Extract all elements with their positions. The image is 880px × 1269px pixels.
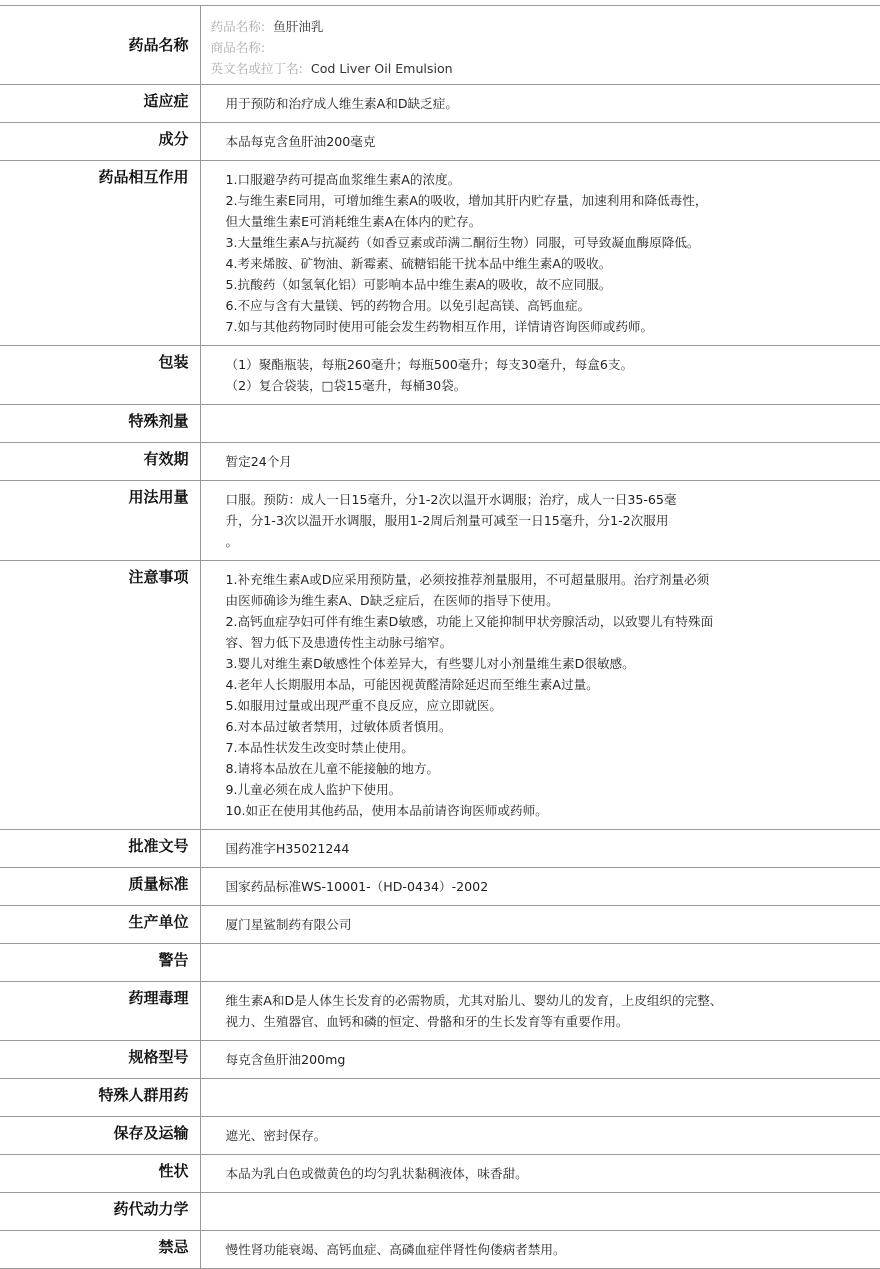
row-value bbox=[200, 830, 880, 868]
value-line: 厦门星鲨制药有限公司 bbox=[225, 917, 352, 932]
value-line: 国药准字H35021244 bbox=[225, 841, 350, 856]
english-name-line bbox=[211, 58, 871, 79]
row-value bbox=[200, 161, 880, 346]
value-line: 6.不应与含有大量镁、钙的药物合用。以免引起高镁、高钙血症。 bbox=[225, 298, 591, 313]
row-value bbox=[200, 982, 880, 1041]
row-usage bbox=[0, 481, 880, 561]
trade-name-label: 商品名称: bbox=[210, 40, 266, 55]
row-specification bbox=[0, 1041, 880, 1079]
value-line: 7.本品性状发生改变时禁止使用。 bbox=[225, 740, 414, 755]
row-label: 成分 bbox=[0, 123, 200, 161]
value-line: 慢性肾功能衰竭、高钙血症、高磷血症伴肾性佝偻病者禁用。 bbox=[225, 1242, 566, 1257]
value-line: 2.与维生素E同用，可增加维生素A的吸收，增加其肝内贮存量，加速利用和降低毒性， bbox=[225, 193, 708, 208]
generic-name-line bbox=[211, 16, 871, 37]
value-line: （1）聚酯瓶装，每瓶260毫升；每瓶500毫升；每支30毫升，每盒6支。 bbox=[225, 357, 634, 372]
row-label: 药品相互作用 bbox=[0, 161, 200, 346]
value-line: 国家药品标准WS-10001-（HD-0434）-2002 bbox=[225, 879, 489, 894]
value-line: 口服。预防：成人一日15毫升，分1-2次以温开水调服；治疗，成人一日35-65毫 bbox=[225, 492, 677, 507]
value-line: 6.对本品过敏者禁用，过敏体质者慎用。 bbox=[225, 719, 452, 734]
value-line: 5.抗酸药（如氢氧化铝）可影响本品中维生素A的吸收，故不应同服。 bbox=[225, 277, 612, 292]
value-line: 升，分1-3次以温开水调服，服用1-2周后剂量可减至一日15毫升，分1-2次服用 bbox=[225, 513, 669, 528]
row-description bbox=[0, 1155, 880, 1193]
row-label: 注意事项 bbox=[0, 561, 200, 830]
generic-name-value: 鱼肝油乳 bbox=[273, 19, 324, 34]
row-value bbox=[200, 85, 880, 123]
row-label: 保存及运输 bbox=[0, 1117, 200, 1155]
row-ingredients bbox=[0, 123, 880, 161]
row-label: 用法用量 bbox=[0, 481, 200, 561]
row-value bbox=[200, 561, 880, 830]
row-approval bbox=[0, 830, 880, 868]
row-storage bbox=[0, 1117, 880, 1155]
row-label: 药理毒理 bbox=[0, 982, 200, 1041]
row-value bbox=[200, 1193, 880, 1231]
row-pharmacokinetics bbox=[0, 1193, 880, 1231]
row-label: 警告 bbox=[0, 944, 200, 982]
value-line: 但大量维生素E可消耗维生素A在体内的贮存。 bbox=[225, 214, 482, 229]
row-label: 质量标准 bbox=[0, 868, 200, 906]
value-line: 视力、生殖器官、血钙和磷的恒定、骨骼和牙的生长发育等有重要作用。 bbox=[225, 1014, 629, 1029]
row-value bbox=[200, 6, 880, 85]
row-label: 批准文号 bbox=[0, 830, 200, 868]
row-label: 性状 bbox=[0, 1155, 200, 1193]
row-value bbox=[200, 944, 880, 982]
value-line: 遮光、密封保存。 bbox=[225, 1128, 327, 1143]
row-special-dosage bbox=[0, 405, 880, 443]
row-packaging bbox=[0, 346, 880, 405]
row-label: 有效期 bbox=[0, 443, 200, 481]
row-warning bbox=[0, 944, 880, 982]
row-value bbox=[200, 1155, 880, 1193]
row-manufacturer bbox=[0, 906, 880, 944]
row-label: 特殊剂量 bbox=[0, 405, 200, 443]
value-line: 9.儿童必须在成人监护下使用。 bbox=[225, 782, 402, 797]
value-line: 本品每克含鱼肝油200毫克 bbox=[225, 134, 376, 149]
row-value bbox=[200, 1117, 880, 1155]
row-label: 禁忌 bbox=[0, 1231, 200, 1269]
row-value bbox=[200, 346, 880, 405]
trade-name-line bbox=[211, 37, 871, 58]
row-label: 特殊人群用药 bbox=[0, 1079, 200, 1117]
row-label: 适应症 bbox=[0, 85, 200, 123]
row-value bbox=[200, 123, 880, 161]
row-value bbox=[200, 1079, 880, 1117]
row-label: 规格型号 bbox=[0, 1041, 200, 1079]
generic-name-label: 药品名称: bbox=[210, 19, 266, 34]
row-label: 药品名称 bbox=[0, 6, 200, 85]
value-line: 暂定24个月 bbox=[225, 454, 292, 469]
value-line: 5.如服用过量或出现严重不良反应，应立即就医。 bbox=[225, 698, 502, 713]
row-label: 包装 bbox=[0, 346, 200, 405]
value-line: 3.婴儿对维生素D敏感性个体差异大，有些婴儿对小剂量维生素D很敏感。 bbox=[225, 656, 635, 671]
value-line: 用于预防和治疗成人维生素A和D缺乏症。 bbox=[225, 96, 458, 111]
value-line: 。 bbox=[225, 534, 239, 549]
value-line: 4.老年人长期服用本品，可能因视黄醛清除延迟而至维生素A过量。 bbox=[225, 677, 599, 692]
value-line: 10.如正在使用其他药品，使用本品前请咨询医师或药师。 bbox=[225, 803, 548, 818]
value-line: 1.口服避孕药可提高血浆维生素A的浓度。 bbox=[225, 172, 461, 187]
row-value bbox=[200, 868, 880, 906]
value-line: 3.大量维生素A与抗凝药（如香豆素或茚满二酮衍生物）同服，可导致凝血酶原降低。 bbox=[225, 235, 700, 250]
value-line: 容、智力低下及患遗传性主动脉弓缩窄。 bbox=[225, 635, 453, 650]
value-line: 8.请将本品放在儿童不能接触的地方。 bbox=[225, 761, 440, 776]
drug-info-table bbox=[0, 5, 880, 1269]
row-value bbox=[200, 906, 880, 944]
row-value bbox=[200, 1041, 880, 1079]
row-special-population bbox=[0, 1079, 880, 1117]
row-value bbox=[200, 405, 880, 443]
row-label: 药代动力学 bbox=[0, 1193, 200, 1231]
row-indication bbox=[0, 85, 880, 123]
row-interactions bbox=[0, 161, 880, 346]
english-name-value: Cod Liver Oil Emulsion bbox=[310, 61, 453, 76]
row-value bbox=[200, 481, 880, 561]
value-line: 每克含鱼肝油200mg bbox=[225, 1052, 346, 1067]
value-line: 维生素A和D是人体生长发育的必需物质，尤其对胎儿、婴幼儿的发育，上皮组织的完整、 bbox=[225, 993, 723, 1008]
row-pharmacology bbox=[0, 982, 880, 1041]
row-standard bbox=[0, 868, 880, 906]
row-precautions bbox=[0, 561, 880, 830]
value-line: 7.如与其他药物同时使用可能会发生药物相互作用，详情请咨询医师或药师。 bbox=[225, 319, 654, 334]
row-value bbox=[200, 443, 880, 481]
value-line: 由医师确诊为维生素A、D缺乏症后，在医师的指导下使用。 bbox=[225, 593, 559, 608]
value-line: 4.考来烯胺、矿物油、新霉素、硫糖铝能干扰本品中维生素A的吸收。 bbox=[225, 256, 612, 271]
row-drug-name bbox=[0, 6, 880, 85]
value-line: （2）复合袋装，□袋15毫升，每桶30袋。 bbox=[225, 378, 467, 393]
english-name-label: 英文名或拉丁名: bbox=[210, 61, 303, 76]
row-validity bbox=[0, 443, 880, 481]
value-line: 1.补充维生素A或D应采用预防量，必须按推荐剂量服用，不可超量服用。治疗剂量必须 bbox=[225, 572, 710, 587]
value-line: 本品为乳白色或微黄色的均匀乳状黏稠液体，味香甜。 bbox=[225, 1166, 528, 1181]
row-label: 生产单位 bbox=[0, 906, 200, 944]
value-line: 2.高钙血症孕妇可伴有维生素D敏感，功能上又能抑制甲状旁腺活动，以致婴儿有特殊面 bbox=[225, 614, 714, 629]
